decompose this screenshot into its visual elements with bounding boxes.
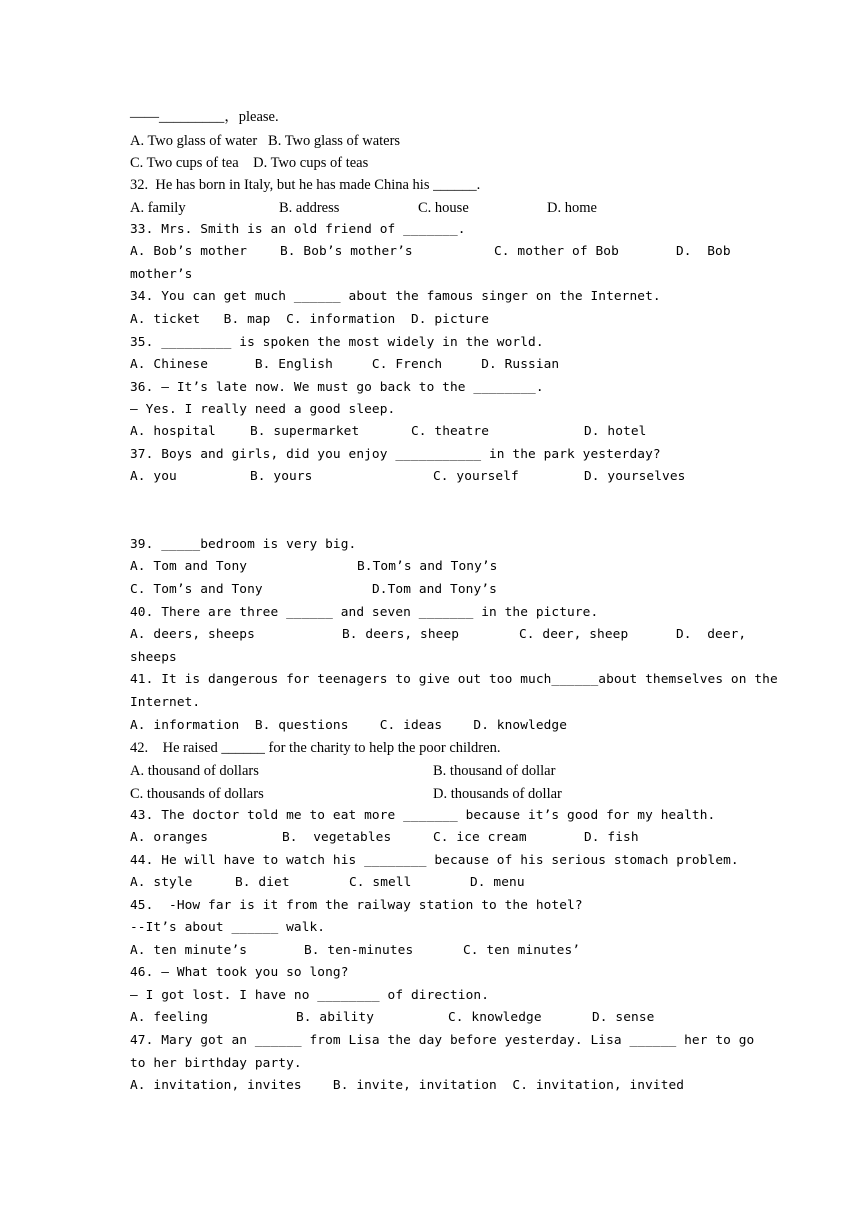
question-35-options: A. Chinese B. English C. French D. Russian	[130, 357, 560, 372]
question-40-option-d-cont: sheeps	[130, 650, 177, 665]
question-43-option-a: A. oranges	[130, 830, 209, 845]
question-36-option-a: A. hospital	[130, 424, 216, 439]
question-45-stem: 45. -How far is it from the railway station to the hotel?	[130, 898, 583, 913]
question-44-option-d: D. menu	[470, 875, 525, 890]
question-46-option-a: A. feeling	[130, 1010, 209, 1025]
question-31-options-ab: A. Two glass of water B. Two glass of waters	[130, 133, 401, 149]
question-37-option-a: A. you	[130, 469, 177, 484]
question-31-stem: ——_________，please.	[130, 109, 279, 125]
question-44-option-a: A. style	[130, 875, 193, 890]
question-41-options: A. information B. questions C. ideas D. knowledge	[130, 718, 568, 733]
question-36-stem: 36. — It’s late now. We must go back to the ________.	[130, 380, 544, 395]
question-33-option-d: D. Bob	[676, 244, 731, 259]
question-33-option-d-cont: mother’s	[130, 267, 193, 282]
question-33-option-c: C. mother of Bob	[494, 244, 619, 259]
question-45-reply: --It’s about ______ walk.	[130, 920, 326, 935]
question-44-option-b: B. diet	[235, 875, 290, 890]
question-44-stem: 44. He will have to watch his ________ because of his serious stomach problem.	[130, 853, 739, 868]
question-32-stem: 32. He has born in Italy, but he has made China his ______.	[130, 177, 481, 193]
question-47-options: A. invitation, invites B. invite, invitation C. invitation, invited	[130, 1078, 685, 1093]
question-34-options: A. ticket B. map C. information D. picture	[130, 312, 490, 327]
question-46-stem: 46. — What took you so long?	[130, 965, 349, 980]
question-40-stem: 40. There are three ______ and seven _______ in the picture.	[130, 605, 599, 620]
question-46-option-c: C. knowledge	[448, 1010, 542, 1025]
question-34-stem: 34. You can get much ______ about the famous singer on the Internet.	[130, 289, 661, 304]
question-40-option-d: D. deer,	[676, 627, 747, 642]
question-36-option-d: D. hotel	[584, 424, 647, 439]
question-42-option-d: D. thousands of dollar	[433, 786, 562, 802]
question-42-stem: 42. He raised ______ for the charity to help the poor children.	[130, 740, 501, 756]
question-44-option-c: C. smell	[349, 875, 412, 890]
question-39-option-b: B.Tom’s and Tony’s	[357, 559, 498, 574]
question-42-option-c: C. thousands of dollars	[130, 786, 264, 802]
question-32-option-c: C. house	[418, 200, 469, 216]
question-43-option-c: C. ice cream	[433, 830, 527, 845]
question-39-option-c: C. Tom’s and Tony	[130, 582, 263, 597]
question-31-options-cd: C. Two cups of tea D. Two cups of teas	[130, 155, 369, 171]
question-33-stem: 33. Mrs. Smith is an old friend of _______.	[130, 222, 466, 237]
question-45-option-b: B. ten-minutes	[304, 943, 414, 958]
question-45-option-a: A. ten minute’s	[130, 943, 248, 958]
question-43-stem: 43. The doctor told me to eat more _______ because it’s good for my health.	[130, 808, 716, 823]
question-39-stem: 39. _____bedroom is very big.	[130, 537, 357, 552]
question-41-stem-cont: Internet.	[130, 695, 201, 710]
question-36-option-b: B. supermarket	[250, 424, 360, 439]
question-46-reply: — I got lost. I have no ________ of direction.	[130, 988, 490, 1003]
question-45-option-c: C. ten minutes’	[463, 943, 581, 958]
question-41-stem: 41. It is dangerous for teenagers to give out too much______about themselves on the	[130, 672, 778, 687]
question-40-option-c: C. deer, sheep	[519, 627, 629, 642]
question-36-option-c: C. theatre	[411, 424, 490, 439]
question-46-option-d: D. sense	[592, 1010, 655, 1025]
question-35-stem: 35. _________ is spoken the most widely in the world.	[130, 335, 544, 350]
question-47-stem: 47. Mary got an ______ from Lisa the day before yesterday. Lisa ______ her to go	[130, 1033, 755, 1048]
question-32-option-a: A. family	[130, 200, 186, 216]
question-32-option-b: B. address	[279, 200, 340, 216]
question-36-reply: — Yes. I really need a good sleep.	[130, 402, 396, 417]
question-39-option-a: A. Tom and Tony	[130, 559, 248, 574]
question-43-option-d: D. fish	[584, 830, 639, 845]
question-37-option-b: B. yours	[250, 469, 313, 484]
question-40-option-b: B. deers, sheep	[342, 627, 460, 642]
question-47-stem-cont: to her birthday party.	[130, 1056, 302, 1071]
question-43-option-b: B. vegetables	[282, 830, 392, 845]
question-42-option-a: A. thousand of dollars	[130, 763, 259, 779]
question-37-option-c: C. yourself	[433, 469, 519, 484]
question-46-option-b: B. ability	[296, 1010, 375, 1025]
question-39-option-d: D.Tom and Tony’s	[372, 582, 497, 597]
question-37-stem: 37. Boys and girls, did you enjoy ___________ in the park yesterday?	[130, 447, 661, 462]
question-37-option-d: D. yourselves	[584, 469, 686, 484]
question-40-option-a: A. deers, sheeps	[130, 627, 255, 642]
question-33-option-a: A. Bob’s mother	[130, 244, 248, 259]
question-33-option-b: B. Bob’s mother’s	[280, 244, 413, 259]
question-42-option-b: B. thousand of dollar	[433, 763, 556, 779]
question-32-option-d: D. home	[547, 200, 597, 216]
